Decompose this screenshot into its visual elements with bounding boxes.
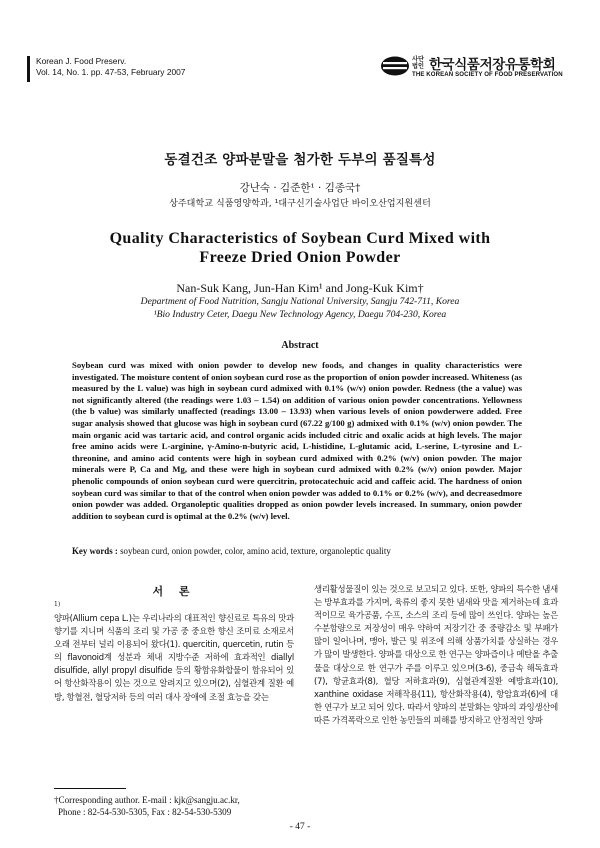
footnote-divider (54, 788, 126, 789)
affiliation-korean: 상주대학교 식품영양학과, ¹대구신기술사업단 바이오산업지원센터 (169, 199, 431, 209)
society-prefix: 사단 법인 (412, 56, 424, 70)
keywords-text: soybean curd, onion powder, color, amino acid, texture, organoleptic quality (120, 546, 391, 556)
paper-title-english (0, 229, 600, 267)
footnote-email: †Corresponding author. E-mail : kjk@sangju.ac.kr, (54, 795, 240, 805)
paper-title-korean: 동결건조 양파분말을 첨가한 두부의 품질특성 (164, 152, 436, 168)
footnote-phone: Phone : 82-54-530-5305, Fax : 82-54-530-5309 (58, 807, 232, 817)
page-number: - 47 - (289, 822, 311, 832)
title-line-1: Quality Characteristics of Soybean Curd Mixed with (109, 230, 491, 247)
affiliation-line-2: ¹Bio Industry Ceter, Daegu New Technology Agency, Daegu 704-230, Korea (153, 308, 447, 320)
journal-citation (36, 56, 185, 77)
body-left-column: 양파(Allium cepa L.)는 우리나라의 대표적인 향신료로 특유의 맛과 향기를 지니며 식품의 조리 및 가공 중 중요한 향신 조미료 소재로서 오래 전부터 널리 이용되어 왔다(1). quercitin, quercetin, rutin 등의 flavonoid계 성분과 체내 지방수준 저하에 효과적인 diallyl disulfide, allyl propyl disulfide 등의 황함유화합물이 함유되어 있어 항산화작용이 있는 것으로 알려지고 있으며(2), 심혈관계 질환 예방, 항혈전, 혈당저하 등의 여러 대사 장애에 조절 효능을 갖는 (54, 613, 294, 702)
keywords (72, 546, 532, 556)
authors-korean: 강난숙 · 김준한¹ · 김종국† (239, 182, 361, 194)
abstract-heading: Abstract (281, 340, 319, 351)
keywords-label: Key words : (72, 546, 118, 556)
journal-name: Korean J. Food Preserv. (36, 56, 127, 66)
journal-side-bar (27, 56, 30, 82)
society-name-english: THE KOREAN SOCIETY OF FOOD PRESERVATION (412, 71, 563, 78)
body-right-column: 생리활성물질이 있는 것으로 보고되고 있다. 또한, 양파의 특수한 냄새는 방부효과를 가지며, 육류의 좋지 못한 냄새와 맛을 제거하는데 효과적이므로 육가공품, 수프, 소스의 조리 등에 많이 쓰인다. 양파는 높은 수분함량으로 저장성이 매우 약하여 저장기간 중 중량감소 및 부패가 많이 일어나며, 맹아, 발근 및 위조에 의해 상품가치를 상실하는 경우가 많이 발생한다. 양파를 대상으로 한 연구는 양파즙이나 메탄올 추출물을 대상으로 한 연구가 주를 이루고 있으며(3-6), 중금속 해독효과(7), 항균효과(8), 혈당 저하효과(9), 심혈관계질환 예방효과(10), xanthine oxidase 저해작용(11), 항산화작용(4), 항암효과(6)에 대한 연구가 보고 되어 있다. 따라서 양파의 분말화는 양파의 과잉생산에 따른 가격폭락으로 인한 농민들의 피해를 방지하고 안정적인 양파 (314, 584, 558, 725)
title-line-2: Freeze Dried Onion Powder (199, 249, 401, 266)
correspondence-footnote (54, 794, 314, 818)
society-logo-icon (380, 55, 410, 77)
journal-volume: Vol. 14, No. 1. pp. 47-53, February 2007 (36, 66, 186, 77)
section-heading-introduction: 서 론 (152, 585, 196, 598)
society-name-korean: 한국식품저장유통학회 (429, 57, 556, 73)
abstract-text: Soybean curd was mixed with onion powder to develop new foods, and changes in quality characteristics were investigated. The moisture content of onion soybean curd rose as the proportion of onion powder increased. Whiteness (as measured by the L value) was high in soybean curd admixed with 0.1% (w/v) onion powder. Redness (the a value) was not significantly altered (the readings were 1.03 – 1.54) on addition of various onion powder concentrations. Yellowness (the b value) was similarly unaffected (readings 13.00 – 13.93) when various levels of onion powderwere added. Free sugar analysis showed that glucose was high in soybean curd (67.22 g/100 g) admixed with 0.1% (w/v) onion powder. The main organic acid was tartaric acid, and control organic acids included citric and oxalic acids at high levels. The major free amino acids were L-arginine, γ-Amino-n-butyric acid, L-histidine, L-glutamic acid, L-serine, L-tyrosine and L-threonine, and amino acid contents were high in soybean curd admixed with 0.2% (w/v) onion powder. The major minerals were P, Ca and Mg, and these were high in soybean curd admixed with 0.2% (w/v) onion powder. Major phenolic compounds of onion soybean curd were quercitrin, protocatechuic acid and caffeic acid. The hardness of onion soybean curd was similar to that of the control when onion powder was added to 0.1% or 0.2% (w/v), and decreasedmore onion powder was added. Organoleptic qualities dropped as onion powder levels increased. In summary, onion powder addition to soybean curd is optimal at the 0.2% (w/v) level. (72, 360, 522, 521)
authors-english: Nan-Suk Kang, Jun-Han Kim¹ and Jong-Kuk Kim† (176, 281, 424, 295)
affiliation-line-1: Department of Food Nutrition, Sangju National University, Sangju 742-711, Korea (140, 296, 460, 307)
footnote-marker: 1) (54, 601, 61, 608)
affiliation-english (0, 296, 600, 321)
